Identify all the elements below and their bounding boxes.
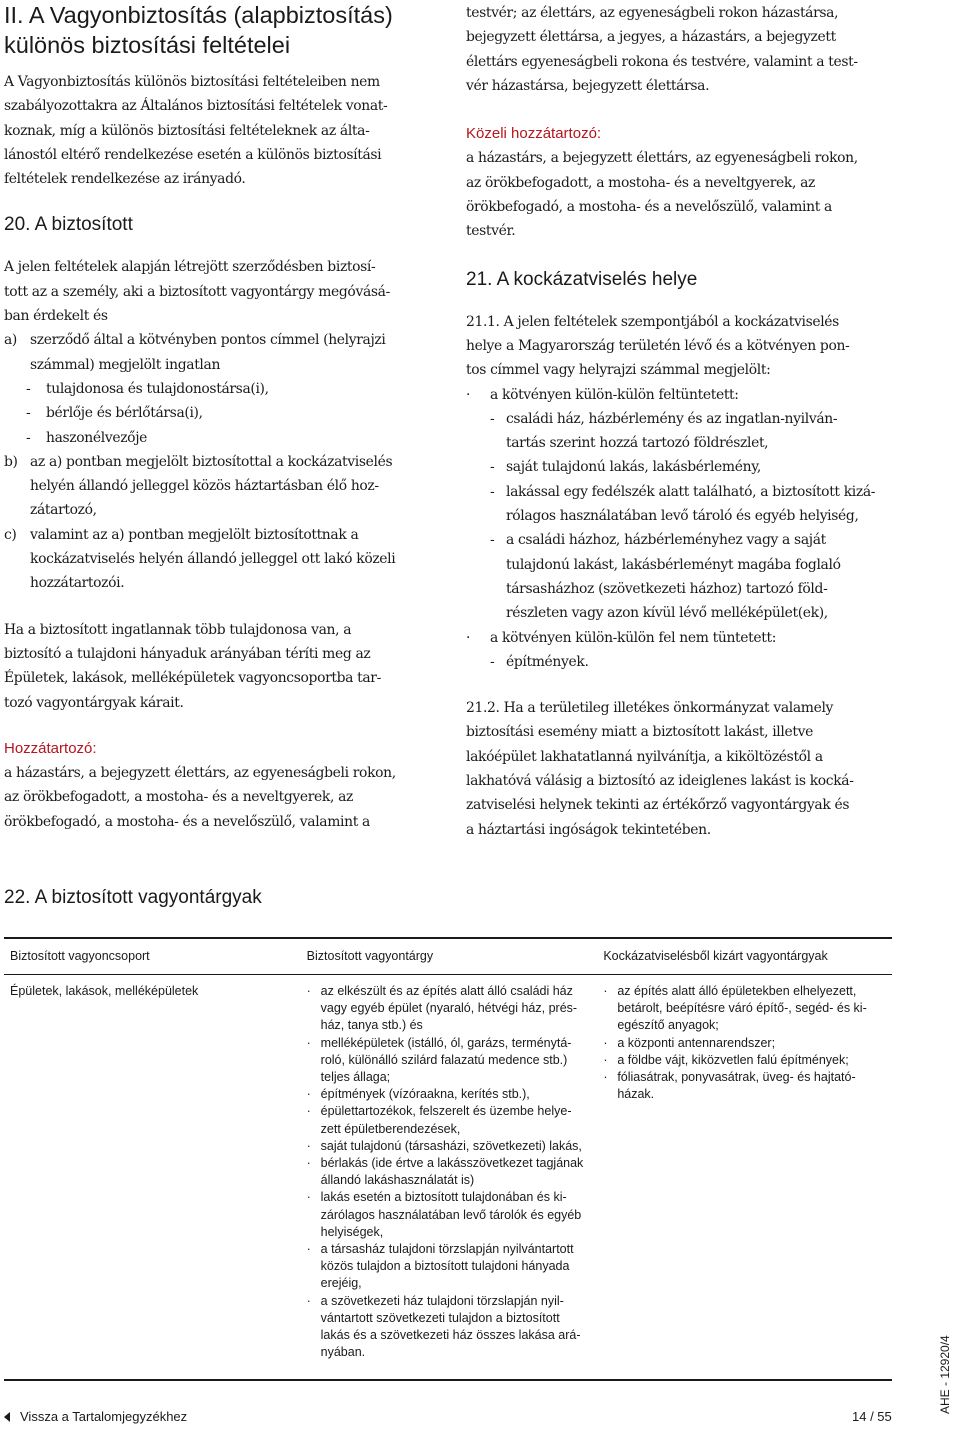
text-line: testvér. — [466, 223, 516, 240]
bullet-marker: · — [306, 1104, 311, 1119]
insured-assets-table — [4, 937, 892, 1381]
table-header-cell: Biztosított vagyoncsoport — [10, 948, 150, 963]
text-line: a szövetkezeti ház tulajdoni törzslapján nyil- — [320, 1293, 564, 1308]
text-line: saját tulajdonú (társasházi, szövetkezeti) lakás, — [320, 1138, 582, 1153]
dash-marker: - — [490, 410, 495, 427]
text-line: épülettartozékok, felszerelt és üzembe helye- — [320, 1104, 572, 1119]
text-line: a társasház tulajdoni törzslapján nyilvántartott — [320, 1242, 574, 1257]
text-line: tulajdonú lakást, lakásbérleményt magába foglaló — [506, 556, 841, 573]
bullet-marker: · — [306, 1138, 311, 1153]
bullet-marker: · — [603, 984, 608, 998]
text-line: ban érdekelt és — [4, 308, 108, 325]
left-column — [4, 0, 440, 834]
text-line: betárolt, beépítésre váró építő-, segéd- és ki- — [617, 1001, 867, 1016]
text-line: az örökbefogadott, a mostoha- és a neveltgyerek, az — [466, 174, 816, 191]
text-line: erejéig, — [320, 1276, 362, 1291]
text-line: bérlakás (ide értve a lakásszövetkezet tagjának — [320, 1156, 584, 1171]
bullet-marker: · — [603, 1035, 608, 1050]
text-line: fóliasátrak, ponyvasátrak, üveg- és hajtató- — [617, 1070, 856, 1085]
text-line: a háztartási ingóságok tekintetében. — [466, 821, 711, 838]
list-dash-item — [4, 426, 440, 450]
asset-group-cell: Épületek, lakások, melléképületek — [10, 984, 199, 998]
text-line: a házastárs, a bejegyzett élettárs, az egyeneságbeli rokon, — [466, 150, 858, 167]
bullet-marker: · — [603, 1052, 608, 1067]
kozeli-hozzatartozo-definition — [466, 122, 906, 243]
text-line: a családi házhoz, házbérleményhez vagy a saját — [506, 532, 826, 549]
text-line: hozzátartozói. — [30, 575, 125, 592]
text-line: melléképületek (istálló, ól, garázs, terménytá- — [320, 1035, 572, 1050]
text-line: biztosítási esemény miatt a biztosított lakást, illetve — [466, 724, 813, 741]
kozeli-hozzatartozo-label: Közeli hozzátartozó: — [466, 125, 602, 143]
dash-marker: - — [26, 429, 31, 446]
text-line: lakhatóvá válásig a biztosító az ideiglenes lakást is kocká- — [466, 773, 854, 790]
section-20-paragraph — [4, 255, 440, 595]
text-line: vagy egyéb épület (nyaraló, hétvégi ház, prés- — [320, 1001, 578, 1016]
section-20-title: 20. A biztosított — [4, 214, 133, 236]
list-marker: c) — [4, 526, 17, 543]
list-dash-item — [466, 650, 906, 674]
table-header-cell: Biztosított vagyontárgy — [306, 948, 434, 963]
section-22-title: 22. A biztosított vagyontárgyak — [4, 887, 262, 908]
text-line: haszonélvezője — [46, 429, 148, 446]
list-dash-item — [466, 455, 906, 479]
text-line: lakóépület lakhatatlanná nyilvánítja, a kiköltözéstől a — [466, 748, 823, 765]
hozzatartozo-label: Hozzátartozó: — [4, 739, 97, 757]
list-item-b — [4, 450, 440, 523]
list-item-a — [4, 328, 440, 377]
text-line: biztosító a tulajdoni hányaduk arányában téríti meg az — [4, 645, 371, 662]
bullet-marker: · — [306, 1242, 311, 1257]
text-line: bérlője és bérlőtársa(i), — [46, 405, 203, 422]
table-header-row — [4, 939, 892, 975]
excluded-item — [603, 1052, 892, 1069]
list-dash-item — [4, 377, 440, 401]
bullet-marker: · — [306, 1190, 311, 1205]
text-line: társasházhoz (szövetkezeti házhoz) tartozó föld- — [506, 580, 828, 597]
insured-item — [307, 983, 602, 1035]
text-line: roló, különálló szilárd falazatú medence stb.) — [320, 1052, 568, 1067]
text-line: helyén állandó jelleggel közös háztartásban élő hoz- — [30, 478, 379, 495]
table-row — [4, 975, 892, 1379]
text-line: zárólagos használatában levő tárolók és egyéb — [320, 1207, 582, 1222]
text-line: építmények. — [506, 653, 589, 670]
text-line: szerződő által a kötvényben pontos címmel (helyrajzi — [30, 332, 386, 349]
text-line: zátartozó, — [30, 502, 97, 519]
text-line: Ha a biztosított ingatlannak több tulajdonosa van, a — [4, 621, 352, 638]
text-line: zatviselési helynek tekinti az értékőrző vagyontárgyak és — [466, 797, 850, 814]
text-line: 21.1. A jelen feltételek szempontjából a kockázatviselés — [466, 313, 839, 330]
document-code: AHE - 12920/4 — [938, 1335, 952, 1414]
insured-item — [307, 1035, 602, 1087]
text-line: zett épületberendezések, — [320, 1121, 461, 1136]
page-number: 14 / 55 — [852, 1409, 892, 1424]
text-line: tulajdonosa és tulajdonostársa(i), — [46, 380, 269, 397]
section-21-2 — [466, 696, 906, 842]
right-column — [466, 0, 906, 842]
excluded-items-cell — [601, 983, 892, 1103]
text-line: rólagos használatában levő tároló és egyéb helyiség, — [506, 508, 859, 525]
excluded-item — [603, 1035, 892, 1052]
insured-item — [307, 1155, 602, 1189]
text-line: a földbe vájt, kiközvetlen falú építmények; — [617, 1052, 849, 1067]
list-marker: b) — [4, 453, 18, 470]
page-title — [4, 0, 440, 60]
dash-marker: - — [490, 483, 495, 500]
excluded-item — [603, 1069, 892, 1103]
list-dash-item — [466, 480, 906, 529]
insured-item — [307, 1086, 602, 1103]
text-line: az elkészült és az építés alatt álló családi ház — [320, 984, 573, 998]
text-line: örökbefogadó, a mostoha- és a nevelőszülő, valamint a — [466, 199, 832, 216]
text-line: állandó lakáshasználatát is) — [320, 1173, 475, 1188]
bullet-marker: · — [306, 984, 311, 998]
hozzatartozo-continued — [466, 1, 906, 98]
dash-marker: - — [490, 532, 495, 549]
text-line: ház, tanya stb.) és — [320, 1018, 423, 1033]
list-dash-item — [466, 528, 906, 625]
text-line: részleten vagy azon kívül lévő melléképület(ek), — [506, 605, 828, 622]
text-line: nyában. — [320, 1345, 366, 1360]
bullet-marker: · — [306, 1156, 311, 1171]
text-line: kockázatviselés helyén állandó jelleggel ott lakó közeli — [30, 551, 396, 568]
text-line: a kötvényen külön-külön fel nem tüntetett: — [490, 629, 777, 646]
text-line: lakás esetén a biztosított tulajdonában és ki- — [320, 1190, 567, 1205]
list-bullet-item — [466, 626, 906, 650]
insured-item — [307, 1103, 602, 1137]
text-line: az örökbefogadott, a mostoha- és a neveltgyerek, az — [4, 789, 354, 806]
insured-item — [307, 1138, 602, 1155]
text-line: építmények (vízóraakna, kerítés stb.), — [320, 1087, 530, 1102]
bullet-marker: · — [306, 1035, 311, 1050]
text-line: közös tulajdon a biztosított tulajdoni hányada — [320, 1259, 570, 1274]
text-line: testvér; az élettárs, az egyeneságbeli rokon házastársa, — [466, 5, 839, 21]
ownership-paragraph — [4, 618, 440, 715]
dash-marker: - — [490, 653, 495, 670]
text-line: az építés alatt álló épületekben elhelyezett, — [617, 984, 857, 998]
text-line: a házastárs, a bejegyzett élettárs, az egyeneságbeli rokon, — [4, 765, 396, 782]
text-line: tott az a személy, aki a biztosított vagyontárgy megóvásá- — [4, 283, 390, 300]
list-bullet-item — [466, 383, 906, 407]
text-line: vér házastársa, bejegyzett élettársa. — [466, 77, 710, 94]
text-line: 21.2. Ha a területileg illetékes önkormányzat valamely — [466, 700, 834, 717]
excluded-item — [603, 983, 892, 1035]
text-line: a kötvényen külön-külön feltüntetett: — [490, 386, 739, 403]
bullet-marker: · — [466, 629, 471, 646]
text-line: teljes állaga; — [320, 1070, 391, 1085]
dash-marker: - — [490, 459, 495, 476]
text-line: helyiségek, — [320, 1224, 384, 1239]
list-dash-item — [4, 401, 440, 425]
insured-items-cell — [305, 983, 602, 1361]
insured-item — [307, 1189, 602, 1241]
list-marker: a) — [4, 332, 18, 349]
text-line: lakás és a szövetkezeti ház összes lakása ará- — [320, 1328, 581, 1343]
intro-line: szabályozottakra az Általános biztosítási feltételek vonat- — [4, 98, 388, 115]
table-header-cell: Kockázatviselésből kizárt vagyontárgyak — [603, 948, 828, 963]
text-line: élettárs egyeneságbeli rokona és testvére, valamint a test- — [466, 53, 858, 70]
text-line: Épületek, lakások, melléképületek vagyoncsoportba tar- — [4, 670, 381, 687]
section-21-title: 21. A kockázatviselés helye — [466, 268, 698, 290]
text-line: örökbefogadó, a mostoha- és a nevelőszülő, valamint a — [4, 813, 370, 830]
hozzatartozo-definition — [4, 737, 440, 834]
text-line: tos címmel vagy helyrajzi számmal megjelölt: — [466, 362, 771, 379]
text-line: tozó vagyontárgyak kárait. — [4, 694, 184, 711]
intro-line: koznak, míg a különös biztosítási feltételeknek az álta- — [4, 122, 370, 139]
bullet-marker: · — [466, 386, 471, 403]
dash-marker: - — [26, 405, 31, 422]
text-line: számmal) megjelölt ingatlan — [30, 356, 221, 373]
insured-item — [307, 1293, 602, 1362]
list-dash-item — [466, 407, 906, 456]
back-to-contents-label: Vissza a Tartalomjegyzékhez — [20, 1409, 188, 1424]
list-item-c — [4, 523, 440, 596]
text-line: az a) pontban megjelölt biztosítottal a kockázatviselés — [30, 453, 393, 470]
text-line: tartás szerint hozzá tartozó földrészlet, — [506, 435, 769, 452]
text-line: A jelen feltételek alapján létrejött szerződésben biztosí- — [4, 259, 376, 276]
text-line: bejegyzett élettársa, a jegyes, a házastárs, a bejegyzett — [466, 29, 836, 46]
bullet-marker: · — [306, 1087, 311, 1102]
text-line: házak. — [617, 1087, 655, 1102]
intro-line: lánostól eltérő rendelkezése esetén a különös biztosítási — [4, 146, 382, 163]
text-line: egészítő anyagok; — [617, 1018, 719, 1033]
section-21-1 — [466, 310, 906, 674]
insured-item — [307, 1241, 602, 1293]
text-line: családi ház, házbérlemény és az ingatlan-nyilván- — [506, 410, 838, 427]
text-line: valamint az a) pontban megjelölt biztosítottnak a — [30, 526, 359, 543]
text-line: lakással egy fedélszék alatt található, a biztosított kizá- — [506, 483, 876, 500]
text-line: saját tulajdonú lakás, lakásbérlemény, — [506, 459, 761, 476]
intro-line: A Vagyonbiztosítás különös biztosítási feltételeiben nem — [4, 74, 380, 90]
triangle-left-icon — [4, 1412, 10, 1422]
text-line: a központi antennarendszer; — [617, 1035, 776, 1050]
back-to-contents-link[interactable] — [4, 1408, 187, 1426]
bullet-marker: · — [306, 1293, 311, 1308]
page-title-line1: II. A Vagyonbiztosítás (alapbiztosítás) — [4, 2, 393, 28]
text-line: helye a Magyarország területén lévő és a kötvényen pon- — [466, 337, 850, 354]
intro-line: feltételek rendelkezése az irányadó. — [4, 171, 246, 188]
bullet-marker: · — [603, 1070, 608, 1085]
intro-paragraph — [4, 70, 440, 191]
text-line: vántartott szövetkezeti tulajdon a biztosított — [320, 1310, 560, 1325]
dash-marker: - — [26, 380, 31, 397]
page-title-line2: különös biztosítási feltételei — [4, 32, 291, 58]
